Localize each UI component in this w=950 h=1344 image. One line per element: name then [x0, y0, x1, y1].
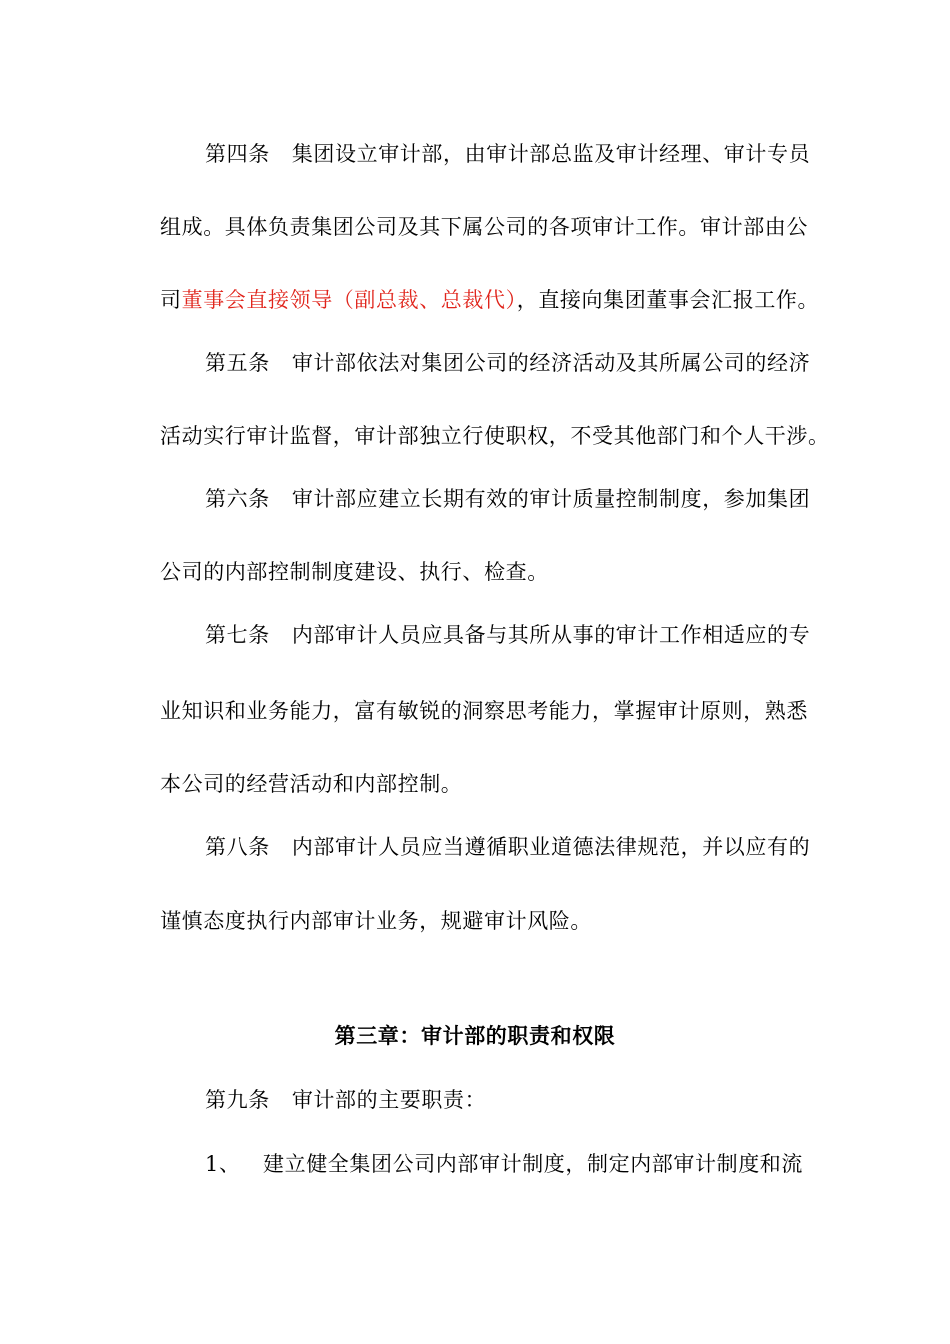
article-8-text-1: 内部审计人员应当遵循职业道德法律规范，并以应有的	[291, 835, 811, 859]
article-9-text-1: 审计部的主要职责：	[291, 1088, 487, 1112]
chapter-3-heading: 第三章：审计部的职责和权限	[334, 1024, 616, 1048]
article-4-text-3-post: ，直接向集团董事会汇报工作。	[516, 288, 820, 312]
article-4-label: 第四条	[205, 142, 270, 166]
article-9-line-1	[205, 1086, 905, 1114]
article-6-line-2: 公司的内部控制制度建设、执行、检查。	[160, 560, 549, 584]
article-8-label: 第八条	[205, 835, 270, 859]
article-7-line-1	[205, 621, 905, 649]
article-7-line-3: 本公司的经营活动和内部控制。	[160, 772, 463, 796]
article-6-text-1: 审计部应建立长期有效的审计质量控制制度，参加集团	[291, 487, 811, 511]
article-7-label: 第七条	[205, 623, 270, 647]
article-8-line-2: 谨慎态度执行内部审计业务，规避审计风险。	[160, 909, 592, 933]
article-7-text-1: 内部审计人员应具备与其所从事的审计工作相适应的专	[291, 623, 811, 647]
article-6-label: 第六条	[205, 487, 270, 511]
list-item-1	[205, 1150, 905, 1178]
list-item-1-text: 建立健全集团公司内部审计制度，制定内部审计制度和流	[263, 1152, 803, 1176]
article-7-line-2: 业知识和业务能力，富有敏锐的洞察思考能力，掌握审计原则，熟悉	[160, 699, 808, 723]
article-6-line-1	[205, 485, 905, 513]
article-5-line-2: 活动实行审计监督，审计部独立行使职权，不受其他部门和个人干涉。	[160, 424, 830, 448]
article-8-line-1	[205, 833, 905, 861]
article-4-highlight: 董事会直接领导（副总裁、总裁代）	[181, 288, 517, 312]
article-4-line-2: 组成。具体负责集团公司及其下属公司的各项审计工作。审计部由公	[160, 215, 808, 239]
article-4-text-3-pre: 司	[160, 288, 182, 312]
article-5-label: 第五条	[205, 351, 270, 375]
article-5-line-1	[205, 349, 905, 377]
article-4-line-3	[160, 286, 860, 314]
article-5-text-1: 审计部依法对集团公司的经济活动及其所属公司的经济	[291, 351, 811, 375]
article-4-text-1: 集团设立审计部，由审计部总监及审计经理、审计专员	[291, 142, 811, 166]
article-9-label: 第九条	[205, 1088, 270, 1112]
article-4-line-1	[205, 140, 905, 168]
list-item-1-number: 1、	[205, 1152, 241, 1176]
